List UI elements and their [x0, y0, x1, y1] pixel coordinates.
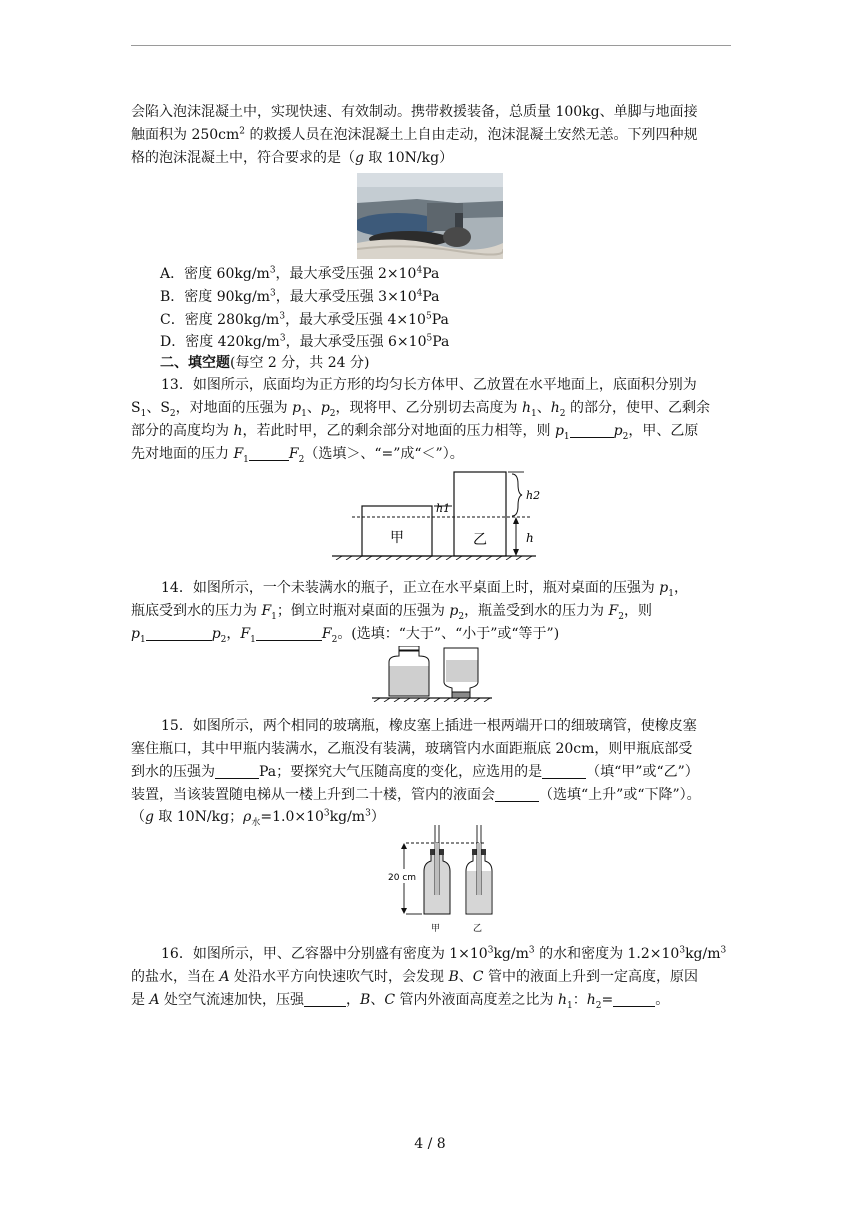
q13-line-4: 先对地面的压力 $F_1$ $F_2$（选填＞、“=”成“＜”）。 — [131, 446, 464, 465]
q12-line-3: 格的泡沫混凝土中，符合要求的是（g 取 10N/kg） — [131, 150, 454, 166]
q13-line-1: 13．如图所示，底面均为正方形的均匀长方体甲、乙放置在水平地面上，底面积分别为 — [161, 377, 697, 393]
option-d: D．密度 $420kg/m^3$，最大承受压强 $6\times 10^5Pa$ — [160, 333, 450, 350]
bottle-jia-label: 甲 — [431, 924, 441, 934]
q15-line-2: 塞住瓶口，其中甲瓶内装满水，乙瓶没有装满，玻璃管内水面距瓶底 20cm，则甲瓶底部受 — [131, 741, 693, 757]
q16-line-3: 是 A 处空气流速加快，压强 ，B、C 管内外液面高度差之比为 $h_1$：$h_2=$ 。 — [131, 992, 670, 1011]
q15-line-1: 15．如图所示，两个相同的玻璃瓶，橡皮塞上插进一根两端开口的细玻璃管，使橡皮塞 — [161, 718, 697, 734]
label-h2: h2 — [526, 489, 541, 502]
q14-line-3: $p_1$ $p_2$，$F_1$ $F_2$。(选填：“大于”、“小于”或“等于”) — [131, 626, 560, 645]
bottles-figure — [372, 646, 498, 702]
bottle-yi-label: 乙 — [473, 924, 483, 934]
label-20cm: 20 cm — [388, 873, 417, 883]
option-a: A．密度 $60kg/m^3$，最大承受压强 $2\times 10^4Pa$ — [160, 265, 440, 282]
option-b: B．密度 $90kg/m^3$，最大承受压强 $3\times 10^4Pa$ — [160, 288, 440, 305]
blank-16-1[interactable] — [304, 992, 346, 1007]
blank-15-1[interactable] — [215, 764, 259, 779]
q16-line-2: 的盐水，当在 A 处沿水平方向快速吹气时，会发现 B、C 管中的液面上升到一定高度，原因 — [131, 969, 698, 985]
q12-line-1: 会陷入泡沫混凝土中，实现快速、有效制动。携带救援装备，总质量 100kg、单脚与地面接 — [131, 104, 698, 120]
q15-line-5: （g 取 10N/kg；$\rho_水=1.0\times 10^3kg/m^3$） — [131, 808, 385, 828]
label-h1: h1 — [436, 502, 451, 515]
section-heading: 二、填空题(每空 2 分，共 24 分) — [160, 355, 370, 371]
block-yi-label: 乙 — [473, 532, 487, 548]
q15-line-4: 装置，当该装置随电梯从一楼上升到二十楼，管内的液面会 （选填“上升”或“下降”）。 — [131, 787, 701, 803]
blocks-diagram — [332, 464, 542, 560]
blank-16-2[interactable] — [613, 992, 655, 1007]
blank-14-2[interactable] — [256, 626, 322, 641]
q14-line-1: 14．如图所示，一个未装满水的瓶子，正立在水平桌面上时，瓶对桌面的压强为 $p_1$， — [161, 580, 688, 599]
q16-line-1: 16．如图所示，甲、乙容器中分别盛有密度为 $1\times 10^3kg/m^3$ 的水和密度为 $1.2\times 10^3kg/m^3$ — [161, 945, 727, 962]
blank-13-1[interactable] — [570, 423, 614, 438]
vehicle-in-foam-photo — [357, 173, 503, 259]
glass-bottles-diagram — [386, 825, 506, 935]
blank-15-3[interactable] — [495, 787, 539, 802]
blank-15-2[interactable] — [542, 764, 586, 779]
blank-13-2[interactable] — [249, 446, 289, 461]
q14-line-2: 瓶底受到水的压力为 $F_1$；倒立时瓶对桌面的压强为 $p_2$，瓶盖受到水的压力为 $F_2$，则 — [131, 603, 652, 622]
q12-line-2: 触面积为 $250cm^2$ 的救援人员在泡沫混凝土上自由走动，泡沫混凝土安然无恙。下列四种规 — [131, 126, 698, 143]
blank-14-1[interactable] — [146, 626, 212, 641]
q13-line-2: $S_1$、$S_2$，对地面的压强为 $p_1$、$p_2$，现将甲、乙分别切去高度为 $h_1$、$h_2$ 的部分，使甲、乙剩余 — [131, 400, 710, 419]
header-rule — [131, 45, 731, 46]
label-h: h — [526, 531, 534, 545]
q13-line-3: 部分的高度均为 h，若此时甲，乙的剩余部分对地面的压力相等，则 $p_1$ $p_2$，甲、乙原 — [131, 423, 699, 442]
q15-line-3: 到水的压强为 Pa；要探究大气压随高度的变化，应选用的是 （填“甲”或“乙”） — [131, 764, 699, 780]
block-jia-label: 甲 — [390, 530, 404, 546]
option-c: C．密度 $280kg/m^3$，最大承受压强 $4\times 10^5Pa$ — [160, 311, 449, 328]
page-number: 4 / 8 — [414, 1136, 446, 1152]
